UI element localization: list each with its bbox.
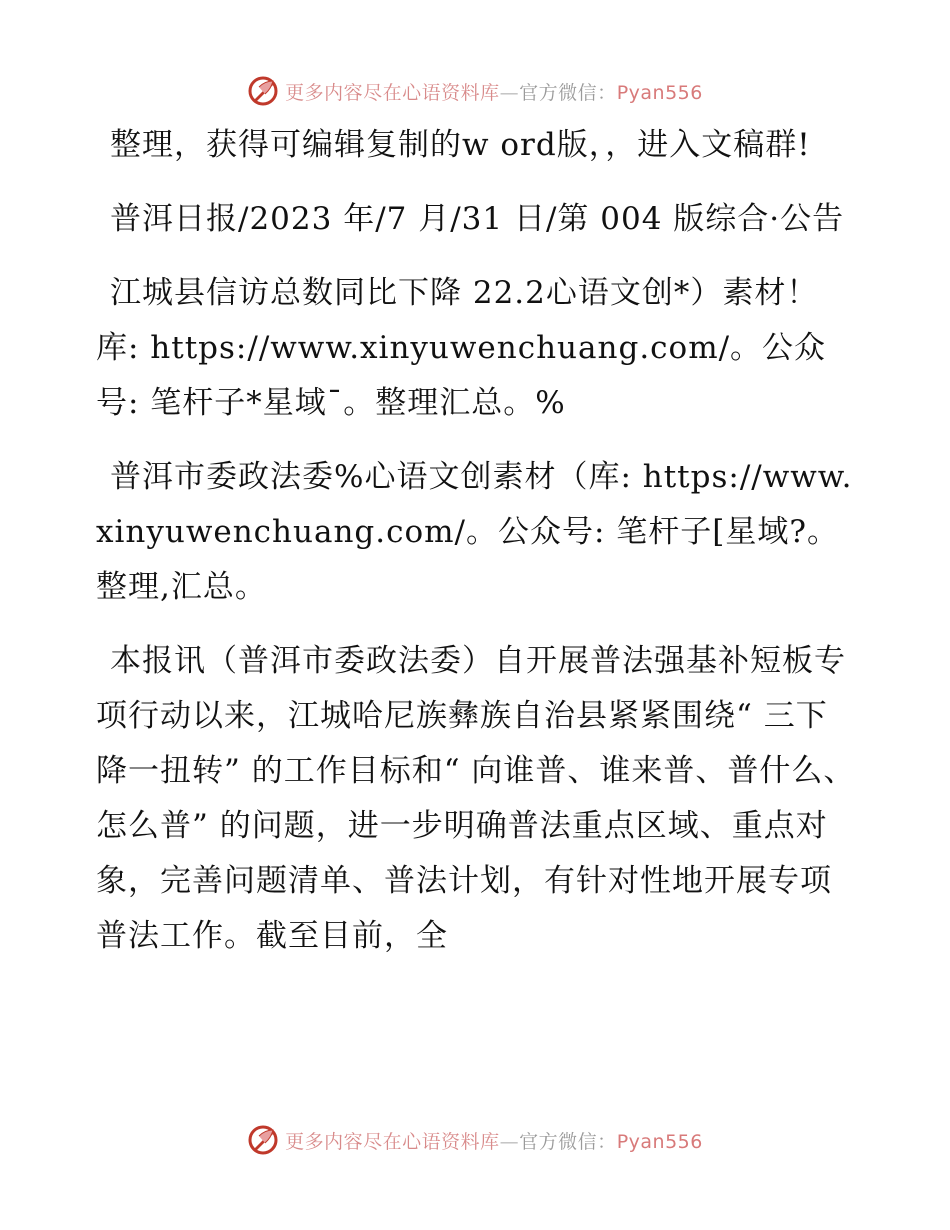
paragraph: 本报讯（普洱市委政法委）自开展普法强基补短板专项行动以来，江城哈尼族彝族自治县紧紧围绕“ 三下降一扭转” 的工作目标和“ 向谁普、谁来普、普什么、怎么普” 的问题，进一步明确普法重点区域、重点对象，完善问题清单、普法计划，有针对性地开展专项普法工作。截至目前，全 — [96, 643, 856, 954]
footer-watermark — [0, 1120, 950, 1160]
paragraph: 普洱日报/2023 年/7 月/31 日/第 004 版综合·公告 — [110, 201, 845, 237]
watermark-text: 更多内容尽在心语资料库—官方微信：Pyan556 — [285, 1130, 703, 1153]
paragraph: 江城县信访总数同比下降 22.2心语文创*）素材！库: https://www.xinyuwenchuang.com/。公众号: 笔杆子*星域¯。整理汇总。% — [96, 275, 827, 421]
quill-logo-icon — [247, 1124, 279, 1156]
article-body — [96, 118, 856, 983]
quill-logo-icon — [247, 75, 279, 107]
paragraph: 普洱市委政法委%心语文创素材（库: https://www.xinyuwenchuang.com/。公众号: 笔杆子[星域?。整理,汇总。 — [96, 459, 853, 605]
watermark-text: 更多内容尽在心语资料库—官方微信：Pyan556 — [285, 81, 703, 104]
paragraph: 整理，获得可编辑复制的w ord版，，进入文稿群! — [110, 127, 811, 163]
header-watermark — [0, 71, 950, 111]
